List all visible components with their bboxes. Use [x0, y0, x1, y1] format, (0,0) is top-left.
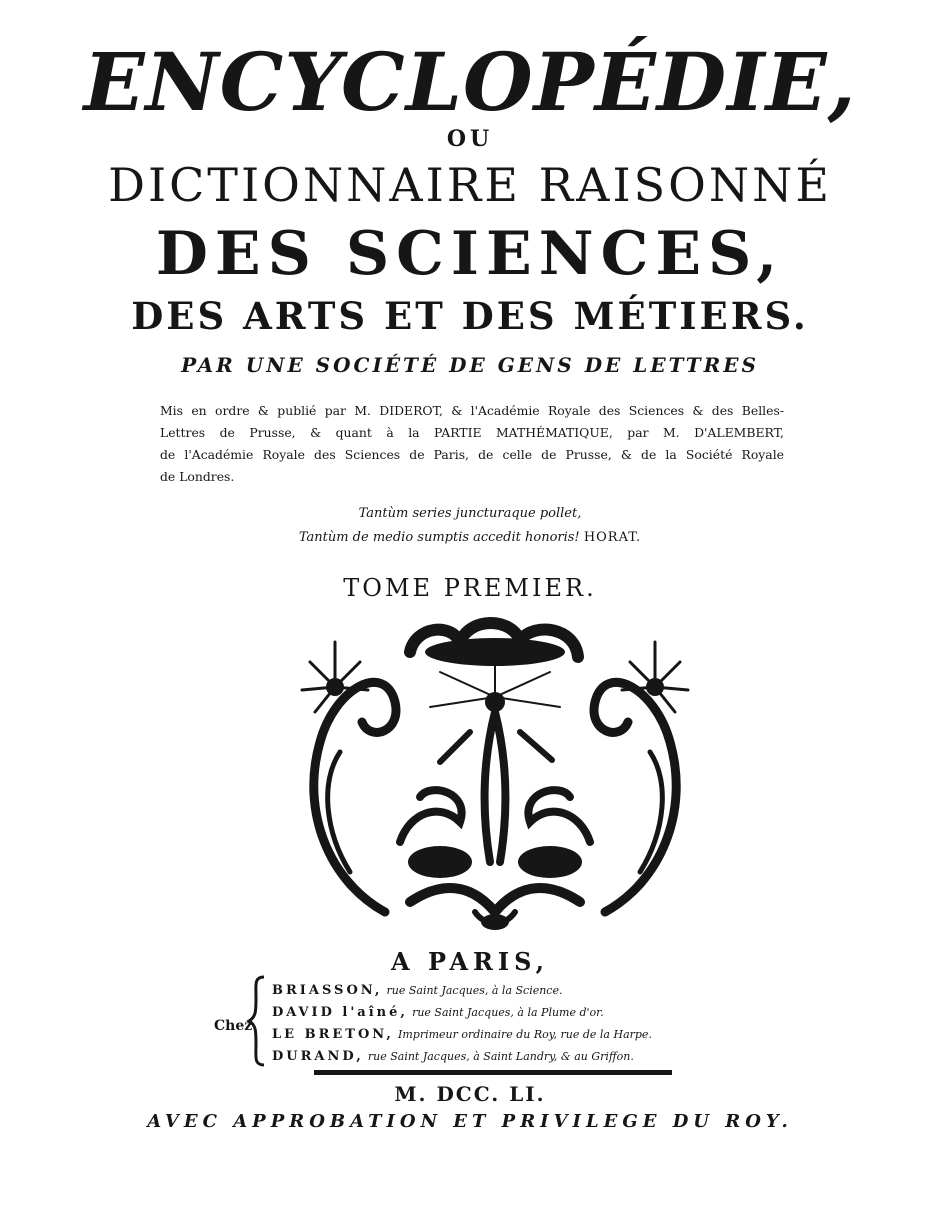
publishers-list — [272, 980, 792, 1068]
royal-privilege-line: AVEC APPROBATION ET PRIVILEGE DU ROY. — [147, 1111, 793, 1132]
publisher-name: LE BRETON, — [272, 1027, 394, 1042]
editors-paragraph — [160, 400, 784, 488]
subtitle-arts-metiers: DES ARTS ET DES MÉTIERS. — [131, 294, 809, 338]
curly-brace-icon — [246, 975, 268, 1067]
publisher-row — [272, 980, 792, 1002]
publisher-name: BRIASSON, — [272, 983, 383, 998]
editors-line: de Londres. — [160, 469, 235, 484]
editors-line: Mis en ordre & publié par M. DIDEROT, & l'Académie Royale des Sciences & des Belles- — [160, 403, 784, 418]
epigraph-line-1: Tantùm series juncturaque pollet, — [358, 506, 582, 521]
epigraph-text: Tantùm de medio sumptis accedit honoris! — [298, 530, 580, 545]
subtitle-dictionnaire: DICTIONNAIRE RAISONNÉ — [108, 158, 832, 212]
publisher-row — [272, 1002, 792, 1024]
publisher-address: rue Saint Jacques, à la Science. — [386, 984, 563, 997]
editors-line: de l'Académie Royale des Sciences de Paris, de celle de Prusse, & de la Société Royale — [160, 447, 784, 462]
allegorical-vignette-icon — [290, 612, 700, 932]
volume-label: TOME PREMIER. — [343, 574, 597, 602]
divider-rule — [314, 1070, 672, 1075]
editors-line: Lettres de Prusse, & quant à la PARTIE MATHÉMATIQUE, par M. D'ALEMBERT, — [160, 425, 784, 440]
publisher-name: DURAND, — [272, 1049, 364, 1064]
chez-label: Chez — [214, 1018, 253, 1034]
publication-year: M. DCC. LI. — [394, 1082, 546, 1106]
publisher-name: DAVID l'aîné, — [272, 1005, 408, 1020]
publisher-address: rue Saint Jacques, à Saint Landry, & au Griffon. — [367, 1050, 634, 1063]
main-title: ENCYCLOPÉDIE, — [83, 35, 857, 129]
city-line: A PARIS, — [391, 947, 549, 976]
epigraph-line-2 — [0, 526, 940, 550]
epigraph-author: HORAT. — [583, 530, 642, 545]
publisher-row — [272, 1024, 792, 1046]
publisher-address: Imprimeur ordinaire du Roy, rue de la Harpe. — [398, 1028, 652, 1041]
publisher-row — [272, 1046, 792, 1068]
conjunction-ou: OU — [446, 126, 494, 152]
publisher-address: rue Saint Jacques, à la Plume d'or. — [412, 1006, 604, 1019]
subtitle-sciences: DES SCIENCES, — [155, 219, 785, 289]
society-line: PAR UNE SOCIÉTÉ DE GENS DE LETTRES — [181, 353, 759, 377]
